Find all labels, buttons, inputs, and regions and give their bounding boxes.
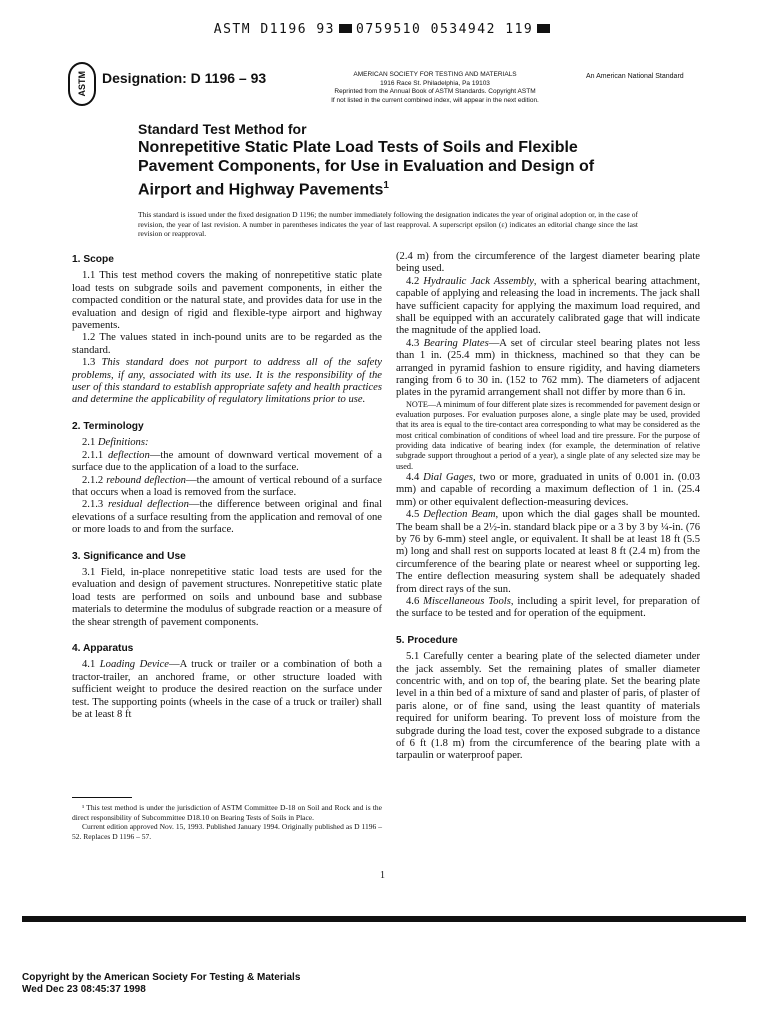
left-column — [72, 254, 382, 721]
right-column — [396, 251, 700, 763]
paragraph: 1.2 The values stated in inch-pound units are to be regarded as the standard. — [72, 332, 382, 356]
paragraph: 3.1 Field, in-place nonrepetitive static load tests are used for the evaluation and design of pavement structures. Nonrepetitive static plate load tests are performed on soils and unbound base and subbase materials to determine the modulus of subgrade reaction or a measure of the shear strength of pavement components. — [72, 566, 382, 628]
paragraph: 4.5 Deflection Beam, upon which the dial gages shall be mounted. The beam shall be a 2½-in. standard black pipe or a 3 by 3 by ¼-in. (76 by 76 by 6-mm) steel angle, or equivalent. It shall be at least 18 ft (5.5 m) long and shall rest on supports located at least 8 ft (2.4 m) from the circumference of the bearing plate or nearest wheel or supporting leg. The entire deflection measuring system shall be adequately shaded from direct rays of the sun. — [396, 509, 701, 595]
paragraph: 2.1.3 residual deflection—the difference between original and final elevations of a surface resulting from the application and removal of one or more loads to and from the surface. — [72, 499, 383, 536]
paragraph: 2.1.2 rebound deflection—the amount of vertical rebound of a surface that occurs when a load is removed from the surface. — [72, 474, 382, 498]
paragraph: 1.3 This standard does not purport to address all of the safety problems, if any, associated with its use. It is the responsibility of the user of this standard to establish appropriate safety and health practices and determine the applicability of regulatory limitations prior to use. — [72, 357, 383, 406]
title-line-text: Airport and Highway Pavements — [138, 181, 384, 199]
paragraph: 4.4 Dial Gages, two or more, graduated in units of 0.001 in. (0.03 mm) and capable of recording a maximum deflection of 1 in. (25.4 mm) or other equivalent deflection-measuring devices. — [396, 471, 700, 508]
paragraph: 5.1 Carefully center a bearing plate of the selected diameter under the jack assembly. Set the remaining plates of smaller diameter concentric with, and on top of, the bearing plate. Set the bearing plate level in a thin bed of a mixture of sand and plaster of paris, of plaster of paris alone, or of fine sand, using the least quantity of materials required for uniform bearing. To prevent loss of moisture from the subgrade during the load test, cover the exposed subgrade to a distance of 6 ft (1.8 m) from the circumference of the bearing plate with a tarpaulin or waterproof paper. — [396, 651, 700, 762]
paragraph: 4.6 Miscellaneous Tools, including a spirit level, for preparation of the surface to be tested and for operation of the equipment. — [396, 596, 700, 620]
paragraph: 2.1 Definitions: — [82, 437, 149, 449]
copyright-footer — [22, 972, 300, 996]
paragraph: 1.1 This test method covers the making of nonrepetitive static plate load tests on subgrade soils and pavement components, in either the compacted condition or the natural state, and provides data for use in the evaluation and design of rigid and flexible-type airport and highway pavements. — [72, 270, 382, 332]
title-line: Standard Test Method for — [138, 121, 307, 137]
paragraph: 4.1 Loading Device—A truck or trailer or a combination of both a tractor-trailer, an anchored frame, or other structure loaded with sufficient weight to produce the desired reaction on the surface under test. The supporting points (wheels in the case of a truck or trailer) shall be at least 8 ft — [72, 659, 382, 720]
barcode-header — [0, 22, 768, 37]
barcode-block-icon — [537, 24, 550, 33]
note: NOTE—A minimum of four different plate sizes is recommended for pavement design or evaluation purposes. For evaluation purposes alone, a single plate may be used, provided that its area is equal to the tire-contact area corresponding to what may be considered as the most critical combination of conditions of wheel load and tire pressure. For the purpose of providing data indicative of bearing index (for example, the determination of relative subgrade support throughout a period of a year), a single plate of any selected size may be used. — [396, 399, 700, 471]
footnote-divider — [72, 797, 132, 798]
bottom-bar — [22, 916, 746, 922]
title-line — [138, 176, 658, 199]
barcode-left-text: ASTM D1196 93 — [213, 22, 336, 37]
title-line: Pavement Components, for Use in Evaluation and Design of — [138, 158, 595, 175]
paragraph: 2.1.1 deflection—the amount of downward vertical movement of a surface due to the application of a load to the surface. — [72, 449, 382, 474]
section-heading: 4. Apparatus — [72, 642, 134, 654]
footnote: Current edition approved Nov. 15, 1993. Published January 1994. Originally published as D 1196 – 52. Replaces D 1196 – 57. — [72, 822, 382, 841]
paragraph: 4.3 Bearing Plates—A set of circular steel bearing plates not less than 1 in. (25.4 mm) in thickness, machined so that they can be arranged in pyramid fashion to ensure rigidity, and having diameters ranging from 6 to 30 in. (152 to 762 mm). The diameters of adjacent plates in the pyramid arrangement shall not differ by more than 6 in. — [396, 337, 700, 399]
section-heading: 5. Procedure — [396, 634, 458, 646]
section-heading: 3. Significance and Use — [72, 550, 186, 562]
barcode-block-icon — [339, 24, 352, 33]
page-number: 1 — [380, 870, 385, 881]
barcode-right-text: 0759510 0534942 119 — [356, 22, 534, 37]
national-standard-label: An American National Standard — [586, 73, 684, 80]
footnotes — [72, 803, 382, 841]
society-info — [300, 71, 570, 105]
title-line: Nonrepetitive Static Plate Load Tests of Soils and Flexible — [138, 139, 578, 156]
designation: Designation: D 1196 – 93 — [102, 70, 267, 86]
issued-note: This standard is issued under the fixed designation D 1196; the number immediately following the designation indicates the year of original adoption or, in the case of revision, the year of last revision. A number in parentheses indicates the year of last reapproval. A superscript epsilon (ε) indicates an editorial change since the last revision or reapproval. — [138, 210, 638, 238]
society-line: 1916 Race St. Philadelphia, Pa 19103 — [380, 79, 490, 87]
society-line: If not listed in the current combined index, will appear in the next edition. — [331, 96, 539, 104]
section-heading: 2. Terminology — [72, 420, 144, 432]
document-title — [138, 120, 658, 199]
footnote: ¹ This test method is under the jurisdiction of ASTM Committee D-18 on Soil and Rock and is the direct responsibility of Subcommittee D18.10 on Bearing Tests of Soils in Place. — [72, 803, 382, 822]
section-heading: 1. Scope — [72, 254, 114, 265]
astm-logo-text: ASTM — [76, 71, 87, 97]
title-footnote-mark: 1 — [383, 180, 389, 191]
timestamp-line: Wed Dec 23 08:45:37 1998 — [22, 984, 146, 995]
astm-logo — [68, 62, 96, 106]
copyright-line: Copyright by the American Society For Testing & Materials — [22, 972, 301, 983]
society-line: Reprinted from the Annual Book of ASTM Standards. Copyright ASTM — [334, 88, 536, 95]
paragraph: (2.4 m) from the circumference of the largest diameter bearing plate being used. — [396, 251, 700, 275]
society-line: AMERICAN SOCIETY FOR TESTING AND MATERIALS — [353, 71, 517, 78]
paragraph: 4.2 Hydraulic Jack Assembly, with a spherical bearing attachment, capable of applying and releasing the load in increments. The jack shall have sufficient capacity for applying the maximum load required, and shall be equipped with an accurately calibrated gage that will indicate the magnitude of the applied load. — [396, 275, 700, 337]
